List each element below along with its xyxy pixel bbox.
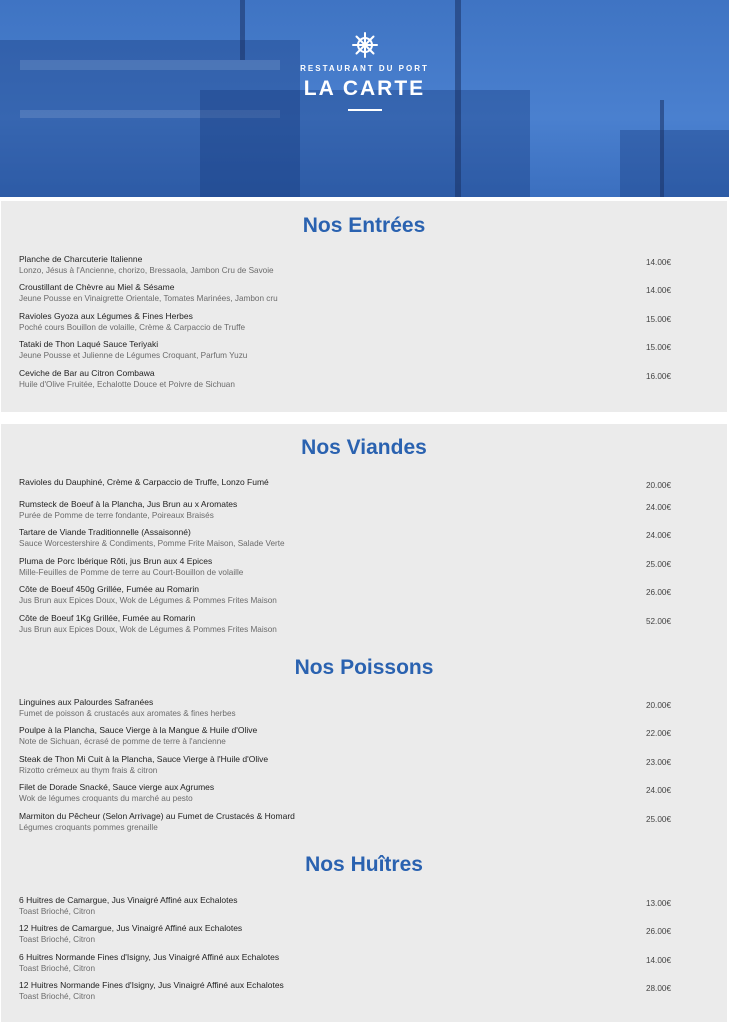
title-divider bbox=[348, 109, 382, 111]
menu-item-name: Ravioles du Dauphiné, Crème & Carpaccio de Truffe, Lonzo Fumé bbox=[19, 477, 269, 487]
menu-item-price: 28.00€ bbox=[645, 984, 671, 993]
section-title-huitres: Nos Huîtres bbox=[305, 853, 423, 876]
menu-item bbox=[19, 697, 675, 721]
menu-item bbox=[19, 725, 675, 749]
menu-item-description: Note de Sichuan, écrasé de pomme de terre à l'ancienne bbox=[19, 737, 226, 746]
menu-item-description: Fumet de poisson & crustacés aux aromates & fines herbes bbox=[19, 709, 236, 718]
menu-item-name: 6 Huitres Normande Fines d'Isigny, Jus Vinaigré Affiné aux Echalotes bbox=[19, 952, 280, 962]
restaurant-name: RESTAURANT DU PORT bbox=[300, 64, 429, 73]
menu-item-name: Linguines aux Palourdes Safranées bbox=[19, 697, 154, 707]
menu-item-price: 20.00€ bbox=[645, 481, 671, 490]
section-title-poissons: Nos Poissons bbox=[294, 656, 434, 679]
hero-content bbox=[0, 30, 729, 111]
menu-item bbox=[19, 368, 675, 392]
menu-item bbox=[19, 527, 675, 551]
menu-item-price: 24.00€ bbox=[645, 531, 671, 540]
entrees-panel bbox=[1, 201, 727, 412]
menu-item bbox=[19, 923, 675, 947]
menu-item bbox=[19, 613, 675, 637]
menu-item-description: Poché cours Bouillon de volaille, Crème & Carpaccio de Truffe bbox=[19, 323, 246, 332]
menu-item-name: Côte de Boeuf 450g Grillée, Fumée au Romarin bbox=[19, 584, 200, 594]
menu-item-description: Sauce Worcestershire & Condiments, Pomme Frite Maison, Salade Verte bbox=[19, 539, 285, 548]
menu-item-price: 14.00€ bbox=[645, 258, 671, 267]
menu-item-description: Rizotto crémeux au thym frais & citron bbox=[19, 766, 158, 775]
menu-item-name: Ravioles Gyoza aux Légumes & Fines Herbes bbox=[19, 311, 193, 321]
menu-item-description: Toast Brioché, Citron bbox=[19, 992, 95, 1001]
menu-item-price: 14.00€ bbox=[645, 956, 671, 965]
hero-lamppost-shape bbox=[660, 100, 664, 197]
menu-item bbox=[19, 895, 675, 919]
menu-item-price: 22.00€ bbox=[645, 729, 671, 738]
menu-item-name: Pluma de Porc Ibérique Rôti, jus Brun aux 4 Epices bbox=[19, 556, 213, 566]
menu-item bbox=[19, 811, 675, 835]
menu-item-price: 24.00€ bbox=[645, 786, 671, 795]
menu-item-price: 26.00€ bbox=[645, 588, 671, 597]
menu-item bbox=[19, 339, 675, 363]
menu-item-name: Steak de Thon Mi Cuit à la Plancha, Sauce Vierge à l'Huile d'Olive bbox=[19, 754, 269, 764]
menu-item-description: Lonzo, Jésus à l'Ancienne, chorizo, Bressaola, Jambon Cru de Savoie bbox=[19, 266, 274, 275]
menu-item-price: 13.00€ bbox=[645, 899, 671, 908]
page-title: LA CARTE bbox=[303, 77, 426, 100]
menu-item bbox=[19, 477, 675, 501]
menu-item-name: Côte de Boeuf 1Kg Grillée, Fumée au Romarin bbox=[19, 613, 196, 623]
menu-item-description: Toast Brioché, Citron bbox=[19, 935, 95, 944]
menu-item-price: 15.00€ bbox=[645, 315, 671, 324]
menu-item-name: Tartare de Viande Traditionnelle (Assaisonné) bbox=[19, 527, 191, 537]
hero-banner bbox=[0, 0, 729, 197]
menu-item bbox=[19, 282, 675, 306]
menu-item-name: Tataki de Thon Laqué Sauce Teriyaki bbox=[19, 339, 159, 349]
section-title-viandes: Nos Viandes bbox=[301, 436, 427, 459]
menu-item-name: 12 Huitres Normande Fines d'Isigny, Jus Vinaigré Affiné aux Echalotes bbox=[19, 980, 284, 990]
menu-item-description: Toast Brioché, Citron bbox=[19, 907, 95, 916]
menu-item-description: Jus Brun aux Epices Doux, Wok de Légumes & Pommes Frites Maison bbox=[19, 596, 277, 605]
hero-building-shape bbox=[620, 130, 729, 197]
menu-item-price: 23.00€ bbox=[645, 758, 671, 767]
main-menu-panel bbox=[1, 424, 727, 1022]
ship-wheel-icon bbox=[350, 30, 380, 60]
section-title-entrees: Nos Entrées bbox=[302, 214, 426, 237]
menu-item-description: Jeune Pousse et Julienne de Légumes Croquant, Parfum Yuzu bbox=[19, 351, 248, 360]
menu-item-description: Huile d'Olive Fruitée, Echalotte Douce et Poivre de Sichuan bbox=[19, 380, 235, 389]
menu-item-price: 25.00€ bbox=[645, 560, 671, 569]
menu-item-price: 20.00€ bbox=[645, 701, 671, 710]
menu-item-price: 26.00€ bbox=[645, 927, 671, 936]
menu-item bbox=[19, 556, 675, 580]
menu-item bbox=[19, 782, 675, 806]
menu-item-name: 12 Huitres de Camargue, Jus Vinaigré Affiné aux Echalotes bbox=[19, 923, 243, 933]
menu-item-price: 14.00€ bbox=[645, 286, 671, 295]
menu-item-name: Croustillant de Chèvre au Miel & Sésame bbox=[19, 282, 175, 292]
menu-item-description: Jus Brun aux Epices Doux, Wok de Légumes & Pommes Frites Maison bbox=[19, 625, 277, 634]
menu-item-price: 25.00€ bbox=[645, 815, 671, 824]
menu-item-name: Rumsteck de Boeuf à la Plancha, Jus Brun au x Aromates bbox=[19, 499, 238, 509]
menu-item bbox=[19, 584, 675, 608]
menu-item-price: 24.00€ bbox=[645, 503, 671, 512]
menu-item-name: Ceviche de Bar au Citron Combawa bbox=[19, 368, 155, 378]
menu-item-name: 6 Huitres de Camargue, Jus Vinaigré Affiné aux Echalotes bbox=[19, 895, 238, 905]
menu-item-description: Jeune Pousse en Vinaigrette Orientale, Tomates Marinées, Jambon cru bbox=[19, 294, 278, 303]
menu-item bbox=[19, 754, 675, 778]
menu-item-description: Légumes croquants pommes grenaille bbox=[19, 823, 158, 832]
menu-item-description: Wok de légumes croquants du marché au pesto bbox=[19, 794, 193, 803]
menu-item bbox=[19, 311, 675, 335]
menu-item-price: 15.00€ bbox=[645, 343, 671, 352]
menu-item bbox=[19, 499, 675, 523]
menu-item-price: 16.00€ bbox=[645, 372, 671, 381]
menu-item-description: Toast Brioché, Citron bbox=[19, 964, 95, 973]
menu-item-description: Purée de Pomme de terre fondante, Poireaux Braisés bbox=[19, 511, 214, 520]
menu-item-name: Filet de Dorade Snacké, Sauce vierge aux Agrumes bbox=[19, 782, 215, 792]
menu-item bbox=[19, 254, 675, 278]
menu-item bbox=[19, 952, 675, 976]
menu-item-name: Marmiton du Pêcheur (Selon Arrivage) au Fumet de Crustacés & Homard bbox=[19, 811, 295, 821]
menu-item-name: Poulpe à la Plancha, Sauce Vierge à la Mangue & Huile d'Olive bbox=[19, 725, 258, 735]
menu-item-price: 52.00€ bbox=[645, 617, 671, 626]
menu-item-name: Planche de Charcuterie Italienne bbox=[19, 254, 143, 264]
menu-item bbox=[19, 980, 675, 1004]
menu-item-description: Mille-Feuilles de Pomme de terre au Court-Bouillon de volaille bbox=[19, 568, 244, 577]
